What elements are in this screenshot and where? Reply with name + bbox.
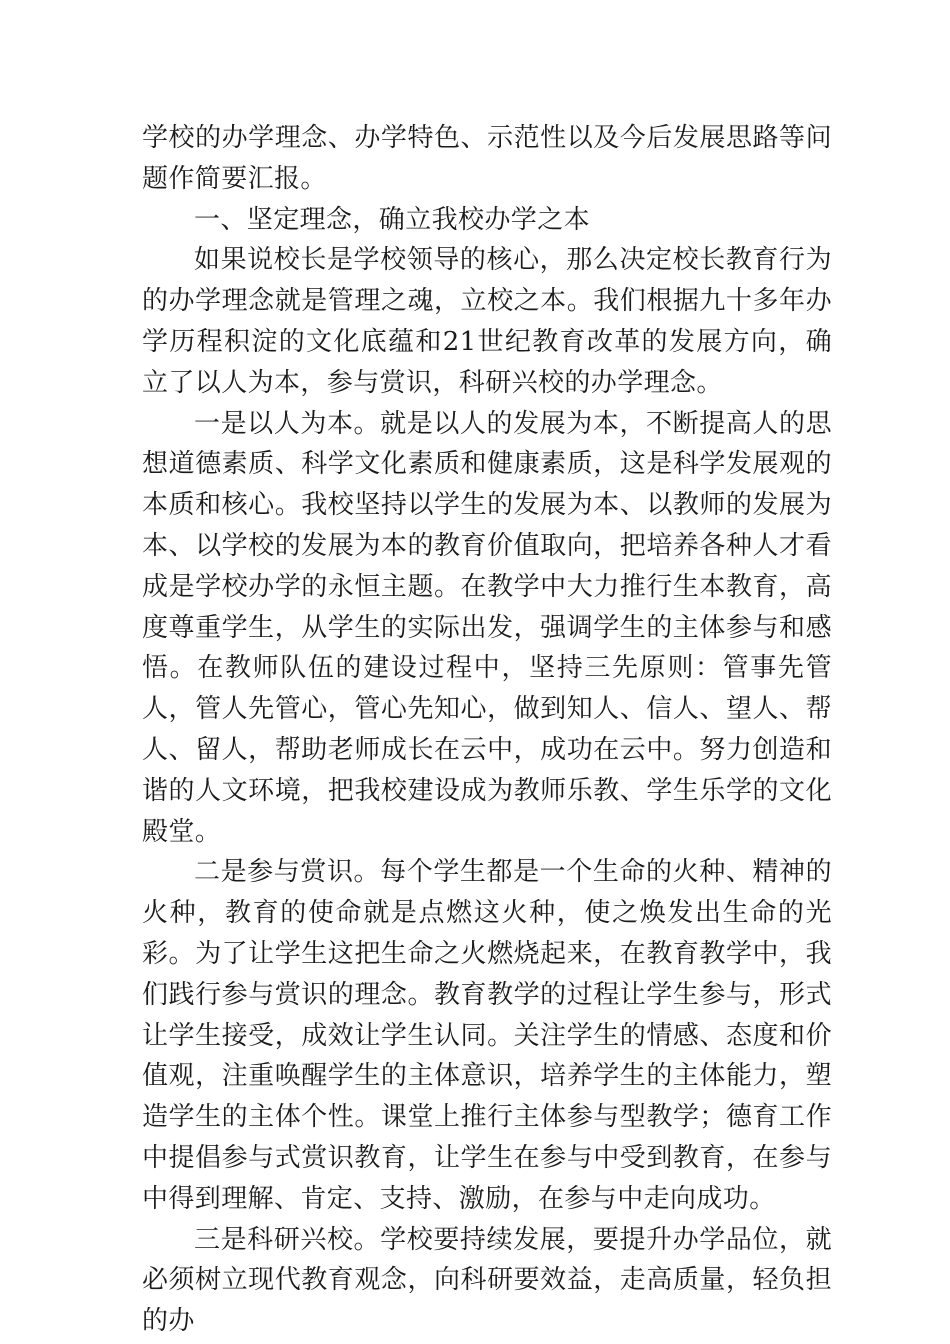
- section-heading-1: 一、坚定理念，确立我校办学之本: [194, 204, 591, 235]
- paragraph-1: 学校的办学理念、办学特色、示范性以及今后发展思路等问题作简要汇报。: [142, 123, 832, 194]
- paragraph-5: 三是科研兴校。学校要持续发展，要提升办学品位，就必须树立现代教育观念，向科研要效益，走高质量，轻负担的办: [142, 1224, 832, 1337]
- paragraph-2: 如果说校长是学校领导的核心，那么决定校长教育行为的办学理念就是管理之魂，立校之本。我们根据九十多年办学历程积淀的文化底蕴和21世纪教育改革的发展方向，确立了以人为本，参与赏识，科研兴校的办学理念。: [142, 245, 832, 398]
- document-body: [142, 118, 832, 1342]
- paragraph-3: 一是以人为本。就是以人的发展为本，不断提高人的思想道德素质、科学文化素质和健康素质，这是科学发展观的本质和核心。我校坚持以学生的发展为本、以教师的发展为本、以学校的发展为本的教育价值取向，把培养各种人才看成是学校办学的永恒主题。在教学中大力推行生本教育，高度尊重学生，从学生的实际出发，强调学生的主体参与和感悟。在教师队伍的建设过程中，坚持三先原则：管事先管人，管人先管心，管心先知心，做到知人、信人、望人、帮人、留人，帮助老师成长在云中，成功在云中。努力创造和谐的人文环境，把我校建设成为教师乐教、学生乐学的文化殿堂。: [142, 408, 832, 847]
- paragraph-4: 二是参与赏识。每个学生都是一个生命的火种、精神的火种，教育的使命就是点燃这火种，使之焕发出生命的光彩。为了让学生这把生命之火燃烧起来，在教育教学中，我们践行参与赏识的理念。教育教学的过程让学生参与，形式让学生接受，成效让学生认同。关注学生的情感、态度和价值观，注重唤醒学生的主体意识，培养学生的主体能力，塑造学生的主体个性。课堂上推行主体参与型教学；德育工作中提倡参与式赏识教育，让学生在参与中受到教育，在参与中得到理解、肯定、支持、激励，在参与中走向成功。: [142, 857, 832, 1214]
